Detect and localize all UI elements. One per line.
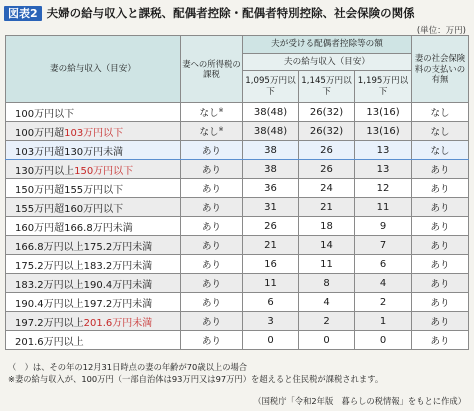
wife-income-text: 175.2万円以上183.2万円未満 — [15, 260, 153, 272]
deduction-amount-3: 2 — [355, 293, 412, 312]
deduction-amount-1: 21 — [243, 236, 299, 255]
deduction-amount-1: 38(48) — [243, 103, 299, 122]
social-insurance-cell: なし — [412, 103, 469, 122]
wife-income-text: 103万円超130万円未満 — [15, 146, 124, 158]
wife-income-text: 150万円超155万円以下 — [15, 184, 124, 196]
deduction-amount-3: 7 — [355, 236, 412, 255]
deduction-amount-1: 36 — [243, 179, 299, 198]
deduction-amount-3: 1 — [355, 312, 412, 331]
deduction-amount-3: 13 — [355, 141, 412, 160]
wife-income-text: 160万円超166.8万円未満 — [15, 222, 133, 234]
deduction-amount-3: 12 — [355, 179, 412, 198]
wife-income-cell — [6, 331, 181, 350]
table-row — [6, 331, 469, 350]
wife-tax-value: あり — [201, 222, 221, 233]
table-row — [6, 274, 469, 293]
table-row — [6, 179, 469, 198]
deduction-amount-1: 31 — [243, 198, 299, 217]
deduction-amount-1: 26 — [243, 217, 299, 236]
social-insurance-cell: あり — [412, 255, 469, 274]
wife-income-cell — [6, 312, 181, 331]
deduction-amount-3: 13(16) — [355, 103, 412, 122]
deduction-amount-2: 0 — [299, 331, 355, 350]
deduction-amount-2: 2 — [299, 312, 355, 331]
wife-income-text: 197.2万円以上 — [15, 317, 84, 329]
wife-income-text: 155万円超160万円以下 — [15, 203, 124, 215]
wife-tax-cell — [181, 274, 243, 293]
wife-tax-cell — [181, 236, 243, 255]
header-wife-income: 妻の給与収入（目安） — [6, 36, 181, 103]
wife-tax-cell — [181, 179, 243, 198]
wife-income-text: 100万円以下 — [15, 108, 75, 120]
wife-income-cell — [6, 198, 181, 217]
deduction-amount-2: 26(32) — [299, 103, 355, 122]
source-note: （国税庁「令和2年版 暮らしの税情報」をもとに作成） — [253, 396, 466, 406]
figure-title — [4, 5, 415, 21]
deduction-amount-3: 6 — [355, 255, 412, 274]
table-row — [6, 236, 469, 255]
wife-tax-cell — [181, 255, 243, 274]
wife-income-text: 130万円以上 — [15, 165, 75, 177]
deduction-amount-3: 13(16) — [355, 122, 412, 141]
wife-tax-value: あり — [201, 279, 221, 290]
table-row — [6, 160, 469, 179]
header-wife-tax: 妻への所得税の課税 — [181, 36, 243, 103]
wife-tax-cell — [181, 122, 243, 141]
deduction-amount-3: 4 — [355, 274, 412, 293]
deduction-amount-1: 11 — [243, 274, 299, 293]
wife-tax-cell — [181, 160, 243, 179]
table-row — [6, 255, 469, 274]
figure-title-text: 夫婦の給与収入と課税、配偶者控除・配偶者特別控除、社会保険の関係 — [46, 6, 415, 20]
wife-income-cell — [6, 103, 181, 122]
deduction-amount-2: 8 — [299, 274, 355, 293]
table-row — [6, 141, 469, 160]
header-husband-income: 夫の給与収入（目安） — [243, 54, 412, 71]
wife-tax-value: あり — [201, 184, 221, 195]
wife-tax-cell — [181, 312, 243, 331]
social-insurance-cell: あり — [412, 179, 469, 198]
wife-tax-value: あり — [201, 146, 221, 157]
table-row — [6, 122, 469, 141]
wife-tax-value: あり — [201, 317, 221, 328]
header-amount-2: 1,145万円以下 — [299, 71, 355, 103]
note-resident-tax: ※妻の給与収入が、100万円（一部自治体は93万円又は97万円）を超えると住民税が課税されます。 — [8, 374, 384, 384]
header-deduction-group: 夫が受ける配偶者控除等の額 — [243, 36, 412, 54]
deduction-amount-2: 4 — [299, 293, 355, 312]
header-amount-3: 1,195万円以下 — [355, 71, 412, 103]
wife-tax-cell — [181, 141, 243, 160]
note-mark: ※ — [218, 125, 224, 133]
wife-income-cell — [6, 255, 181, 274]
wife-tax-value: あり — [201, 241, 221, 252]
deduction-amount-2: 26 — [299, 160, 355, 179]
wife-tax-value: あり — [201, 203, 221, 214]
social-insurance-cell: あり — [412, 274, 469, 293]
wife-income-highlight: 201.6万円未満 — [83, 317, 153, 329]
social-insurance-cell: なし — [412, 122, 469, 141]
deduction-amount-1: 38 — [243, 141, 299, 160]
social-insurance-cell: あり — [412, 331, 469, 350]
wife-income-cell — [6, 122, 181, 141]
header-amount-1: 1,095万円以下 — [243, 71, 299, 103]
wife-income-cell — [6, 236, 181, 255]
deduction-amount-3: 9 — [355, 217, 412, 236]
wife-tax-value: なし — [199, 108, 219, 119]
note-mark: ※ — [218, 106, 224, 114]
wife-income-cell — [6, 141, 181, 160]
deduction-amount-3: 13 — [355, 160, 412, 179]
social-insurance-cell: あり — [412, 293, 469, 312]
wife-tax-value: あり — [201, 298, 221, 309]
table-row — [6, 312, 469, 331]
social-insurance-cell: あり — [412, 217, 469, 236]
wife-tax-cell — [181, 217, 243, 236]
wife-income-text: 166.8万円以上175.2万円未満 — [15, 241, 153, 253]
wife-income-highlight: 103万円以下 — [64, 127, 124, 139]
header-social-insurance: 妻の社会保険料の支払いの有無 — [412, 36, 469, 103]
wife-income-text: 201.6万円以上 — [15, 336, 84, 348]
deduction-amount-2: 14 — [299, 236, 355, 255]
social-insurance-cell: あり — [412, 198, 469, 217]
wife-tax-value: あり — [201, 336, 221, 347]
wife-tax-cell — [181, 331, 243, 350]
wife-tax-cell — [181, 103, 243, 122]
wife-tax-value: なし — [199, 127, 219, 138]
wife-tax-cell — [181, 293, 243, 312]
social-insurance-cell: なし — [412, 141, 469, 160]
deduction-amount-2: 18 — [299, 217, 355, 236]
deduction-amount-3: 0 — [355, 331, 412, 350]
deduction-amount-2: 11 — [299, 255, 355, 274]
deduction-amount-1: 3 — [243, 312, 299, 331]
wife-income-cell — [6, 160, 181, 179]
deduction-amount-3: 11 — [355, 198, 412, 217]
wife-income-cell — [6, 217, 181, 236]
table-row — [6, 217, 469, 236]
deduction-amount-1: 16 — [243, 255, 299, 274]
deduction-table — [5, 35, 469, 350]
wife-income-cell — [6, 179, 181, 198]
table-row — [6, 293, 469, 312]
deduction-amount-2: 21 — [299, 198, 355, 217]
wife-income-text: 183.2万円以上190.4万円未満 — [15, 279, 153, 291]
deduction-amount-2: 26(32) — [299, 122, 355, 141]
deduction-amount-2: 26 — [299, 141, 355, 160]
social-insurance-cell: あり — [412, 236, 469, 255]
wife-income-highlight: 150万円以下 — [74, 165, 134, 177]
wife-income-text: 100万円超 — [15, 127, 65, 139]
deduction-amount-1: 38(48) — [243, 122, 299, 141]
wife-income-cell — [6, 274, 181, 293]
wife-tax-cell — [181, 198, 243, 217]
unit-label: (単位：万円) — [416, 26, 466, 36]
wife-income-cell — [6, 293, 181, 312]
deduction-amount-2: 24 — [299, 179, 355, 198]
notes — [8, 361, 468, 385]
social-insurance-cell: あり — [412, 160, 469, 179]
deduction-amount-1: 6 — [243, 293, 299, 312]
figure-tag: 図表2 — [4, 6, 42, 21]
table-row — [6, 103, 469, 122]
note-age: （ ）は、その年の12月31日時点の妻の年齢が70歳以上の場合 — [8, 362, 248, 372]
wife-tax-value: あり — [201, 260, 221, 271]
table-row — [6, 198, 469, 217]
wife-tax-value: あり — [201, 165, 221, 176]
wife-income-text: 190.4万円以上197.2万円未満 — [15, 298, 153, 310]
deduction-amount-1: 0 — [243, 331, 299, 350]
social-insurance-cell: あり — [412, 312, 469, 331]
deduction-amount-1: 38 — [243, 160, 299, 179]
